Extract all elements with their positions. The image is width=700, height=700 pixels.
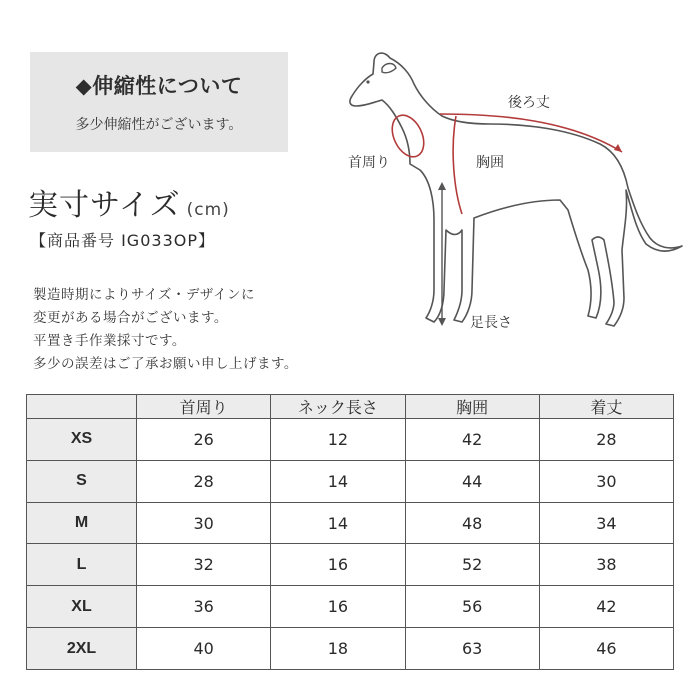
size-label: S [27, 460, 137, 502]
note-line: 多少の誤差はご了承お願い申し上げます。 [33, 356, 298, 372]
stretch-title: ◆伸縮性について [75, 74, 243, 98]
table-cell: 44 [405, 460, 539, 502]
table-cell: 42 [405, 419, 539, 461]
chest-label: 胸囲 [476, 155, 504, 171]
size-label: L [27, 544, 137, 586]
size-heading-unit: (cm) [186, 200, 230, 220]
notes [33, 284, 298, 376]
table-row [27, 628, 674, 670]
note-line: 製造時期によりサイズ・デザインに [33, 287, 255, 303]
table-cell: 16 [271, 586, 405, 628]
note-line: 変更がある場合がございます。 [33, 310, 228, 326]
table-cell: 32 [137, 544, 271, 586]
neck-label: 首周り [348, 155, 390, 171]
table-header-cell [27, 395, 137, 419]
back-length-label: 後ろ丈 [508, 95, 550, 111]
table-header-cell: 着丈 [539, 395, 673, 419]
table-header-row [27, 395, 674, 419]
table-cell: 12 [271, 419, 405, 461]
dog-measurement-diagram [330, 40, 690, 350]
leg-length-label: 足長さ [470, 315, 512, 331]
table-row [27, 502, 674, 544]
dog-eye [366, 80, 369, 83]
size-label: 2XL [27, 628, 137, 670]
table-row [27, 460, 674, 502]
table-cell: 34 [539, 502, 673, 544]
table-cell: 52 [405, 544, 539, 586]
table-cell: 42 [539, 586, 673, 628]
size-heading [28, 180, 230, 224]
table-cell: 56 [405, 586, 539, 628]
stretch-info-box [30, 52, 288, 152]
dog-illustration [330, 40, 690, 350]
table-cell: 38 [539, 544, 673, 586]
table-cell: 26 [137, 419, 271, 461]
table-row [27, 586, 674, 628]
size-heading-title: 実寸サイズ [28, 188, 181, 223]
table-header-cell: 胸囲 [405, 395, 539, 419]
leg-length-arrow-bottom [438, 318, 446, 326]
stretch-text: 多少伸縮性がございます。 [75, 117, 243, 133]
product-code: 【商品番号 IG033OP】 [30, 231, 215, 250]
table-header-cell: 首周り [137, 395, 271, 419]
table-cell: 28 [539, 419, 673, 461]
table-cell: 30 [539, 460, 673, 502]
table-header-cell: ネック長さ [271, 395, 405, 419]
table-cell: 63 [405, 628, 539, 670]
table-cell: 16 [271, 544, 405, 586]
table-cell: 48 [405, 502, 539, 544]
table-cell: 14 [271, 460, 405, 502]
table-cell: 28 [137, 460, 271, 502]
table-cell: 46 [539, 628, 673, 670]
table-row [27, 544, 674, 586]
table-cell: 14 [271, 502, 405, 544]
size-label: XS [27, 419, 137, 461]
size-label: M [27, 502, 137, 544]
table-cell: 36 [137, 586, 271, 628]
table-cell: 18 [271, 628, 405, 670]
note-line: 平置き手作業採寸です。 [33, 333, 186, 349]
size-label: XL [27, 586, 137, 628]
table-cell: 30 [137, 502, 271, 544]
size-table [26, 394, 674, 670]
table-cell: 40 [137, 628, 271, 670]
table-row [27, 419, 674, 461]
